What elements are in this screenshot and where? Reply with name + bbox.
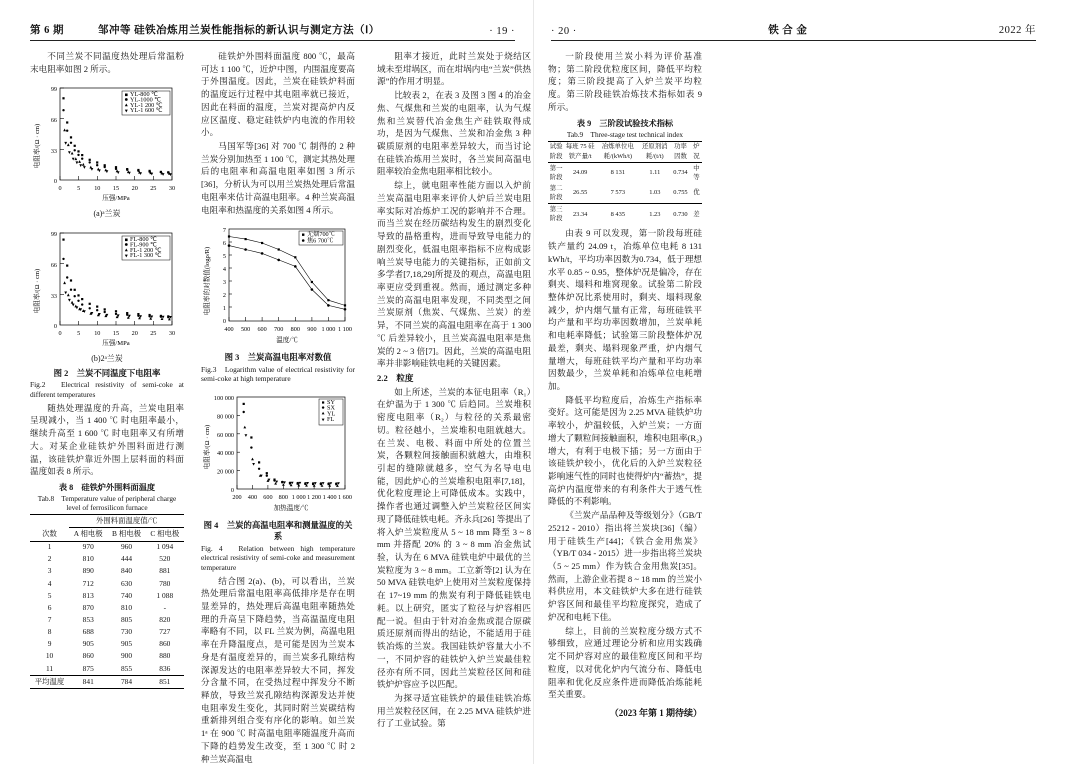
header-rule-right [551,40,1036,41]
svg-text:99: 99 [50,86,57,94]
figure-3 [201,221,355,384]
figure-2-caption-en: Fig.2 Electrical resistivity of semi-coke at different temperatures [30,380,184,399]
figure-3-chart [201,221,355,349]
col4-para-5: 综上，目前的兰炭粒度分级方式不够细致，应通过理论分析和应用实践确定不同炉容对应的最佳粒度区间和平均粒度，以对优化炉内气流分布、降低电阻率和优化反应条件进而降低冶炼能耗至关重要。 [548,625,702,700]
figure-4-caption-en: Fig. 4 Relation between high temperature electrical resistivity of semi-coke and measurement temperature [201,543,355,572]
table-row: 10 860 900 880 [45,651,171,661]
svg-text:10: 10 [94,185,101,193]
table-9 [548,141,702,225]
svg-text:7: 7 [222,227,226,235]
svg-text:SY: SY [327,398,335,406]
col1-para-1: 不同兰炭不同温度热处理后常温粉末电阻率如图 2 所示。 [30,51,184,74]
svg-text:2: 2 [222,292,226,300]
table-row: 9 905 905 860 [47,639,171,649]
svg-text:焦6 700℃: 焦6 700℃ [307,237,334,245]
svg-text:20: 20 [131,330,138,338]
header-article-title: 邹冲等 硅铁冶炼用兰炭性能指标的新认识与测定方法（Ⅰ） [98,25,380,36]
svg-text:66: 66 [50,117,57,125]
table-row: 第一阶段 24.09 8 131 1.11 0.734 中等 [549,164,700,182]
svg-text:温度/℃: 温度/℃ [276,337,298,345]
table-8-body [30,541,184,688]
svg-text:电阻率的对数值(logρ/R): 电阻率的对数值(logρ/R) [204,247,211,316]
svg-text:400: 400 [247,493,258,501]
svg-text:500: 500 [240,326,251,334]
svg-text:80 000: 80 000 [216,413,234,421]
col4-para-1: 一阶段使用兰炭小料为评价基准物；第二阶段优粒度区间，降低平均粒度；第三阶段提高了入炉兰炭平均粒度。第三阶段硅铁冶炼技术指标如表 9 所示。 [548,51,702,112]
svg-text:15: 15 [112,185,120,193]
svg-text:15: 15 [112,330,120,338]
svg-text:99: 99 [50,231,57,239]
svg-text:20 000: 20 000 [216,468,234,476]
svg-text:0: 0 [222,318,226,326]
figure-2b [30,225,184,399]
table-row: 平均温度 841 784 851 [30,676,184,689]
svg-text:200: 200 [232,493,242,501]
column-4 [548,50,702,766]
svg-text:600: 600 [263,493,273,501]
svg-text:无烟700℃: 无烟700℃ [307,231,335,239]
svg-text:40 000: 40 000 [216,450,234,458]
header-page-left: · 19 · [489,26,515,37]
table-9-header-cell: 炉况 [693,143,700,160]
svg-text:3: 3 [222,279,226,287]
svg-text:FL-900 ℃: FL-900 ℃ [130,241,158,249]
figure-2b-title: (b)2ᵃ兰炭 [91,354,123,364]
table-row: 2 810 444 520 [47,554,171,564]
table-9-header-cell: 还原剂消耗/(t/t) [642,143,668,160]
figure-2a [30,80,184,220]
table-row: 11 875 855 836 [45,663,171,673]
table-row: 8 688 730 727 [47,627,171,637]
svg-text:30: 30 [168,330,176,338]
svg-text:5: 5 [77,185,81,193]
table-row: 7 853 805 820 [47,615,171,625]
table-9-header-cell: 试验阶段 [549,143,563,160]
svg-text:30: 30 [168,185,176,193]
col1-para-2: 随热处理温度的升高，兰炭电阻率呈现减小，当 1 400 ℃ 时电阻率最小，继续升高至 1 600 ℃ 时电阻率又有所增大。对某企业硅铁炉外围料面进行测温，该硅铁炉靠近外围上层料面的料面温度如表 8 所示。 [30,402,184,477]
table-row: 4 712 630 780 [47,578,171,588]
column-2 [201,50,355,766]
svg-text:YL-1 200 ℃: YL-1 200 ℃ [130,102,163,110]
figure-2b-chart [30,225,184,351]
svg-text:0: 0 [230,486,234,494]
svg-text:20: 20 [131,185,138,193]
table-8-header-cell: 次数 [42,528,57,538]
table-9-header-cell: 功率因数 [674,143,687,160]
svg-text:FL-1 300 ℃: FL-1 300 ℃ [130,252,162,260]
svg-text:1 100: 1 100 [338,326,352,334]
svg-text:0: 0 [53,178,57,186]
svg-text:10: 10 [94,330,101,338]
col4-para-4: 《兰炭产品品种及等级划分》（GB/T 25212 - 2010）指出将兰炭块[36]（编）用于硅铁生产[44]；《铁合金用焦炭》（YB/T 034 - 2015）进一步指出将兰炭块（5 ~ 25 mm）作为铁合金用焦炭[35]。然而，上游企业若提 8 ~ 18 mm 的兰炭小料供应用，本文硅铁炉大多在进行硅铁炉容区间和最佳平均粒度探究，造成了炉况和电耗下佳。 [548,510,702,622]
col2-para-1: 硅铁炉外围料面温度 800 ℃，最高可达 1 100 ℃，近炉中图，内围温度要高于外围温度。因此，兰炭在硅铁炉料面的温度远行过程中其电阻率就已接近，因此在料面的温度，兰炭对提高炉内反应区温度、稳定硅铁炉内电流的作用较小。 [201,51,355,138]
table-row: 1 970 960 1 094 [47,542,174,552]
svg-text:SX: SX [327,404,335,412]
svg-text:100 000: 100 000 [213,394,234,402]
col3-para-2: 比较表 2，在表 3 及图 3 图 4 的冶金焦、气煤焦和兰炭的电阻率，认为气煤焦和兰炭替代冶金焦生产硅铁取得成功，是因为气煤焦、兰炭和冶金焦 3 种碳质原剂的电阻率差异较大，而当讨论在硅铁冶炼用兰炭时，各兰炭间高温电阻率较冶金焦电阻率相比较小。 [377,90,531,177]
table-8-header-cell: C 相电极 [150,529,180,539]
table-8-header-cell: A 相电极 [73,529,103,539]
svg-text:压强/MPa: 压强/MPa [102,195,130,203]
header-year: 2022 年 [998,25,1036,36]
figure-3-caption-cn: 图 3 兰炭高温电阻率对数值 [224,353,332,363]
column-3 [377,50,531,766]
table-8 [30,514,184,688]
svg-text:0: 0 [53,323,57,331]
svg-text:0: 0 [58,185,62,193]
table-row: 5 813 740 1 088 [47,590,174,600]
table-8-header-cell: B 相电极 [112,529,141,539]
svg-text:FL: FL [327,415,335,423]
svg-text:1 400: 1 400 [322,493,337,501]
header-right [551,22,1036,37]
table-row: 3 890 840 881 [47,566,171,576]
header-left [30,22,515,37]
table-row: 第三阶段 23.34 8 435 1.23 0.730 差 [548,204,702,225]
figure-2a-title: (a)ᵃ兰炭 [93,209,121,219]
table-9-header-cell: 冶炼单位电耗/(kWh/t) [601,143,634,160]
svg-text:600: 600 [257,326,267,334]
svg-text:400: 400 [224,326,234,334]
svg-text:1 600: 1 600 [338,493,352,501]
header-page-right: · 20 · [551,26,577,37]
table-9-body [548,162,702,224]
table-9-header-cell: 每班 75 硅铁产量/t [565,143,595,160]
svg-text:YL-1000 ℃: YL-1000 ℃ [130,97,162,105]
table-8-group-header: 外围料面温度值/℃ [69,515,184,528]
col3-para-5: 为探寻适宜硅铁炉的最佳硅铁冶炼用兰炭粒径区间，在 2.25 MVA 硅铁炉进行了工业试验。第 [377,692,531,729]
figure-3-caption-en: Fig.3 Logarithm value of electrical resistivity for semi-coke at high temperature [201,364,355,384]
svg-text:33: 33 [50,293,57,301]
svg-text:60 000: 60 000 [216,431,234,439]
header-rule-left [30,40,515,41]
svg-text:压强/MPa: 压强/MPa [102,340,130,348]
figure-4-chart [201,389,355,517]
table-row: 第二阶段 26.55 7 573 1.03 0.755 优 [549,184,700,202]
table-9-title-en: Tab.9 Three-stage test technical index [566,129,684,139]
figure-4 [201,389,355,573]
svg-text:25: 25 [150,330,157,338]
svg-text:1 000: 1 000 [321,326,336,334]
svg-text:6: 6 [222,240,226,248]
header-issue: 第 6 期 [30,25,64,36]
table-9-title: 表 9 三阶段试验技术指标 [576,118,674,128]
svg-text:4: 4 [222,266,226,274]
svg-text:25: 25 [150,185,157,193]
col2-para-2: 马国军等[36] 对 700 ℃ 制得的 2 种兰炭分别加热至 1 100 ℃，测定其热处理后的电阻率和高温电阻率如图 3 所示[36]，分析认为可以用兰炭热处理后常温电阻率来估计高温电阻率。4 种兰炭高温电阻率和热温度的关系如图 4 所示。 [201,141,355,215]
svg-text:1 200: 1 200 [307,493,322,501]
svg-text:YL-800 ℃: YL-800 ℃ [130,91,159,99]
svg-text:1 000: 1 000 [291,493,306,501]
svg-text:加热温度/℃: 加热温度/℃ [273,504,309,512]
header-journal-title: 铁 合 金 [768,25,808,36]
col3-para-3: 综上，就电阻率性能方面以入炉前兰炭高温电阻率来评价人炉后兰炭电阻率实际对冶炼炉工况的影响并不合理。而当兰炭在经历碳结构发生的剧烈变化导致的晶格重构，进而导致导电能力的剧烈变化，低温电阻率指标不应构成影响兰炭导电能力的关键指标，正如前文多学者[7,18,29]所提及的观点，高温电阻率更应受到重视。然而，通过测定多种兰炭的高温电阻率发现，不同类型之间兰炭原剂（焦炭、气煤焦、兰炭）的差异，不同兰炭的高温电阻率在高于 1 300 ℃ 后差异较小，且兰炭高温电阻率是焦炭的 2 ~ 3 倍[7]。因此，兰炭的高温电阻率并非影响硅铁电耗的关键因素。 [377,180,531,369]
continuation-note: （2023 年第 1 期待续） [609,707,702,718]
svg-text:FL-800 ℃: FL-800 ℃ [130,236,158,244]
col4-para-2: 由表 9 可以发现，第一阶段每班硅铁产量约 24.09 t，冶炼单位电耗 8 131 kWh/t，平均功率因数为0.734，低于理想水平 0.85 ~ 0.95，整体炉况是偏冷，存在剩夹、塌料和堆窝现象。试验第二阶段整体炉况比系使用时，剩夹、塌料现象减少，炉内烟气量有正常，每班硅铁平均产量和平均功率因数增加，兰炭单耗和电耗率降低；试验第三阶段整体炉况最差，剩夹、塌料现象严重，炉内烟气量增大，每班硅铁平均产量和平均功率因数最少，兰炭单耗和冶炼单位电耗增加。 [548,228,702,391]
col3-para-4: 如上所述，兰炭的本征电阻率（R₁）在炉温为于 1 300 ℃ 后趋同。兰炭堆积密度电阻率（R₂）与粒径的关系最密切。粒径越小，兰炭堆积电阻就越大。在兰炭、电极、料面中所处的位置兰炭，各颗粒间接触面积就越大，由堆积引起的缝隙就越多，空气为名导电电能，因此炉心的兰炭堆积电阻率[7,18]，优化粒度理论上可降低成本。实践中，操作者也通过调整入炉兰炭粒径区间实现了降低硅铁电耗。齐永兵[26] 等提出了将入炉兰炭粒度从 5 ~ 18 mm 降至 3 ~ 8 mm 并搭配 20% 的 3 ~ 8 mm 冶金焦试验，认为在 6 MVA 硅铁电炉中最优的兰炭粒度为 3 ~ 8 mm。工立新等[2] 认为在 50 MVA 硅铁电炉上使用对兰炭粒度保持在 17~19 mm 的焦炭有利于降低硅铁电耗。以上研究，匿实了粒径与炉容相匹配一说。但由于针对冶金焦或混合原碳质还原剂而得出的结论，不能适用于硅铁冶炼的兰炭。我国硅铁炉容量大小不一，不同炉容的硅铁炉入炉兰炭最佳粒径亦有所不同，因此兰炭粒径区间和硅铁炉炉容应予以匹配。 [377,386,531,690]
figure-2a-chart [30,80,184,206]
col4-para-3: 降低平均粒度后，冶炼生产指标率变好。这可能是因为 2.25 MVA 硅铁炉功率较小，炉温较低，入炉兰炭；一方面增大了颗粒间接触面积，堆积电阻率(R₂)增大，有利于电极下插；另一方面由于该硅铁炉较小，优化后的入炉兰炭粒径影响速气性的同时也使得炉内“蓄热”，提高炉内温度带来的有利条件大于透气性降低的不利影响。 [548,394,702,507]
table-8-title: 表 8 硅铁炉外围料面温度 [58,482,156,492]
svg-text:5: 5 [77,330,81,338]
svg-text:电阻率/(Ω · cm): 电阻率/(Ω · cm) [34,124,41,169]
figure-4-caption-cn: 图 4 兰炭的高温电阻率和测量温度的关系 [203,520,353,542]
svg-text:电阻率/(Ω · cm): 电阻率/(Ω · cm) [34,269,41,314]
section-heading-2-2: 2.2 粒度 [377,372,414,383]
table-8-title-en: Tab.8 Temperature value of peripheral charge level of ferrosilicon furnace [37,494,177,513]
svg-text:800: 800 [290,326,300,334]
svg-text:1: 1 [222,305,226,313]
svg-text:700: 700 [274,326,284,334]
table-row: 6 870 810 - [47,602,167,612]
svg-text:800: 800 [278,493,288,501]
svg-text:33: 33 [50,148,57,156]
svg-text:5: 5 [222,253,226,261]
figure-2-caption-cn: 图 2 兰炭不同温度下电阻率 [53,369,161,379]
column-1 [30,50,184,766]
svg-text:YL-1 600 ℃: YL-1 600 ℃ [130,107,163,115]
svg-text:0: 0 [58,330,62,338]
col3-para-1: 阻率才接近，此时兰炭处于烧结区域未至坩埚区，而在坩埚内电“兰炭”供热源”的作用才明显。 [377,51,531,87]
page-spine-divider [533,0,534,764]
svg-text:YL: YL [327,410,336,418]
svg-text:66: 66 [50,262,57,270]
svg-text:电阻率/(Ω · cm): 电阻率/(Ω · cm) [204,424,211,470]
svg-text:900: 900 [307,326,317,334]
col1-para-3: 结合图 2(a)、(b)，可以看出，兰炭热处理后常温电阻率高低排序是存在明显差异的，热处理后高温电阻率随热处理的升高呈下降趋势，当高温温度电阻率略有不同，以 FL 兰炭为例，高温电阻率在升降温度点，是可能是因为兰炭本身是有温度差异的，而兰炭多孔隙结构深源发达的电阻率差异较大不同，挥发分含量不同，在受热过程中挥发分不断释放，导致兰炭孔隙结构深源发达并使电阻率发生变化，其同时附兰炭碳结构重新排列组合变有序化的影响。如兰炭 1ᵃ 在 900 ℃ 时高温电阻率随温度升高而下降的趋势发生改变，至 1 300 ℃ 时 2 种兰炭高温电 [201,575,355,764]
svg-text:FL-1 200 ℃: FL-1 200 ℃ [130,247,162,255]
